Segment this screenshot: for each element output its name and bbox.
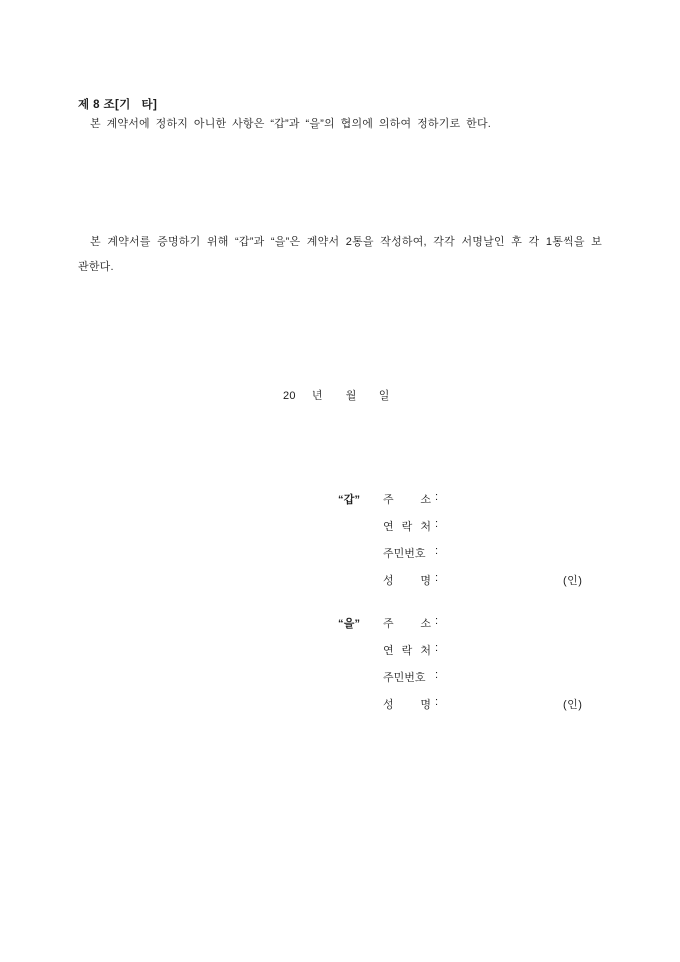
name-value-eul: [446, 696, 556, 711]
address-label: 주 소: [383, 618, 431, 630]
party-name-gap: “갑”: [338, 494, 361, 506]
signature-row-address: [338, 491, 638, 518]
contact-value-gap: [446, 518, 556, 533]
address-colon: :: [435, 491, 439, 503]
seal-placeholder-eul: (인): [563, 699, 583, 711]
name-label: 성 명: [383, 575, 431, 587]
contact-label: 연 락 처: [383, 521, 431, 533]
contact-value-eul: [446, 642, 556, 657]
contact-colon: :: [435, 642, 439, 654]
name-colon: :: [435, 696, 439, 708]
signature-row-contact: [338, 642, 638, 669]
address-label: 주 소: [383, 494, 431, 506]
article-8-body-text: 본 계약서에 정하지 아니한 사항은 “갑”과 “을”의 협의에 의하여 정하기로 한다.: [90, 118, 492, 130]
date-year-label: 년: [311, 390, 323, 402]
resident-id-colon: :: [435, 669, 439, 681]
signature-row-contact: [338, 518, 638, 545]
signature-row-name: [338, 572, 638, 599]
date-day-label: 일: [378, 390, 390, 402]
resident-id-value-eul: [446, 669, 556, 684]
resident-id-label: 주민번호: [383, 548, 426, 560]
seal-placeholder-gap: (인): [563, 575, 583, 587]
signature-block-gap: [338, 491, 638, 599]
closing-statement-text: 본 계약서를 증명하기 위해 “갑”과 “을”은 계약서 2통을 작성하여, 각각 서명날인 후 각 1통씩을 보관한다.: [78, 236, 602, 273]
address-colon: :: [435, 615, 439, 627]
address-value-gap: [446, 491, 556, 506]
date-month-label: 월: [345, 390, 357, 402]
article-8-heading: 제 8 조[기 타]: [78, 99, 158, 111]
name-colon: :: [435, 572, 439, 584]
resident-id-label: 주민번호: [383, 672, 426, 684]
name-label: 성 명: [383, 699, 431, 711]
date-line: [283, 387, 390, 403]
address-value-eul: [446, 615, 556, 630]
resident-id-value-gap: [446, 545, 556, 560]
signature-row-name: [338, 696, 638, 723]
signature-row-address: [338, 615, 638, 642]
signature-row-resident-id: [338, 669, 638, 696]
contact-label: 연 락 처: [383, 645, 431, 657]
date-year-prefix: 20: [283, 390, 296, 402]
name-value-gap: [446, 572, 556, 587]
resident-id-colon: :: [435, 545, 439, 557]
party-name-eul: “을”: [338, 618, 361, 630]
signature-row-resident-id: [338, 545, 638, 572]
signature-block-eul: [338, 615, 638, 723]
contact-colon: :: [435, 518, 439, 530]
